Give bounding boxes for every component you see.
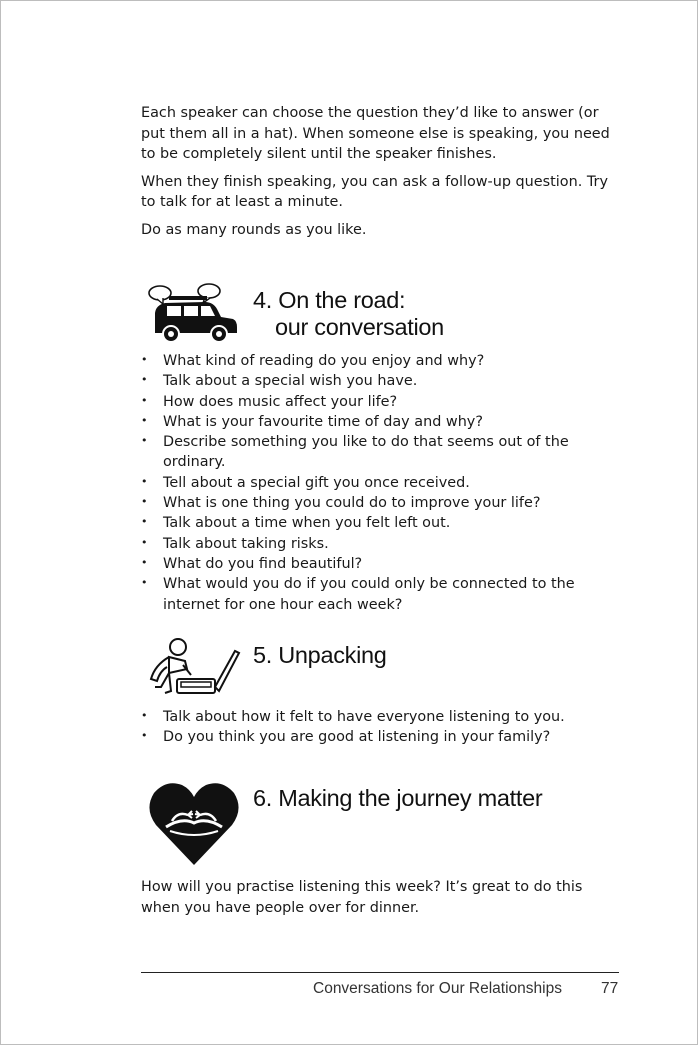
intro-text — [141, 103, 619, 240]
page-number: 77 — [601, 980, 619, 997]
list-item: • Do you think you are good at listening in your family? — [141, 727, 619, 747]
person-unpacking-suitcase-icon — [147, 637, 241, 703]
section-4-question-list — [141, 351, 619, 615]
heart-hug-icon — [148, 781, 240, 871]
footer-book-title: Conversations for Our Relationships — [313, 980, 562, 997]
intro-paragraph-1: Each speaker can choose the question they’d like to answer (or put them all in a hat). When someone else is speaking, you need to be completely silent until the speaker finishes. — [141, 105, 610, 162]
list-item: • How does music affect your life? — [141, 392, 619, 412]
list-item: • What would you do if you could only be connected to the internet for one hour each week? — [141, 574, 619, 615]
section-5-question-list — [141, 707, 619, 748]
intro-paragraph-3: Do as many rounds as you like. — [141, 221, 367, 238]
section-4-title-line-1: 4. On the road: — [253, 287, 406, 313]
list-item: • Talk about taking risks. — [141, 534, 619, 554]
list-item: • Talk about a time when you felt left out. — [141, 513, 619, 533]
section-6-title: 6. Making the journey matter — [253, 785, 543, 811]
list-item: • What do you find beautiful? — [141, 554, 619, 574]
list-item: • Tell about a special gift you once received. — [141, 473, 619, 493]
list-item: • Describe something you like to do that seems out of the ordinary. — [141, 432, 619, 473]
list-item: • Talk about a special wish you have. — [141, 371, 619, 391]
list-item: • Talk about how it felt to have everyone listening to you. — [141, 707, 619, 727]
list-item: • What is your favourite time of day and why? — [141, 412, 619, 432]
car-with-speech-bubbles-icon — [147, 283, 241, 349]
intro-paragraph-2: When they finish speaking, you can ask a follow-up question. Try to talk for at least a minute. — [141, 173, 608, 210]
section-6-paragraph: How will you practise listening this week? It’s great to do this when you have people over for dinner. — [141, 879, 583, 916]
section-4-title-line-2: our conversation — [275, 314, 444, 340]
footer-divider — [141, 972, 619, 973]
section-5-title: 5. Unpacking — [253, 642, 387, 668]
section-6-text — [141, 877, 619, 918]
list-item: • What is one thing you could do to improve your life? — [141, 493, 619, 513]
list-item: • What kind of reading do you enjoy and why? — [141, 351, 619, 371]
